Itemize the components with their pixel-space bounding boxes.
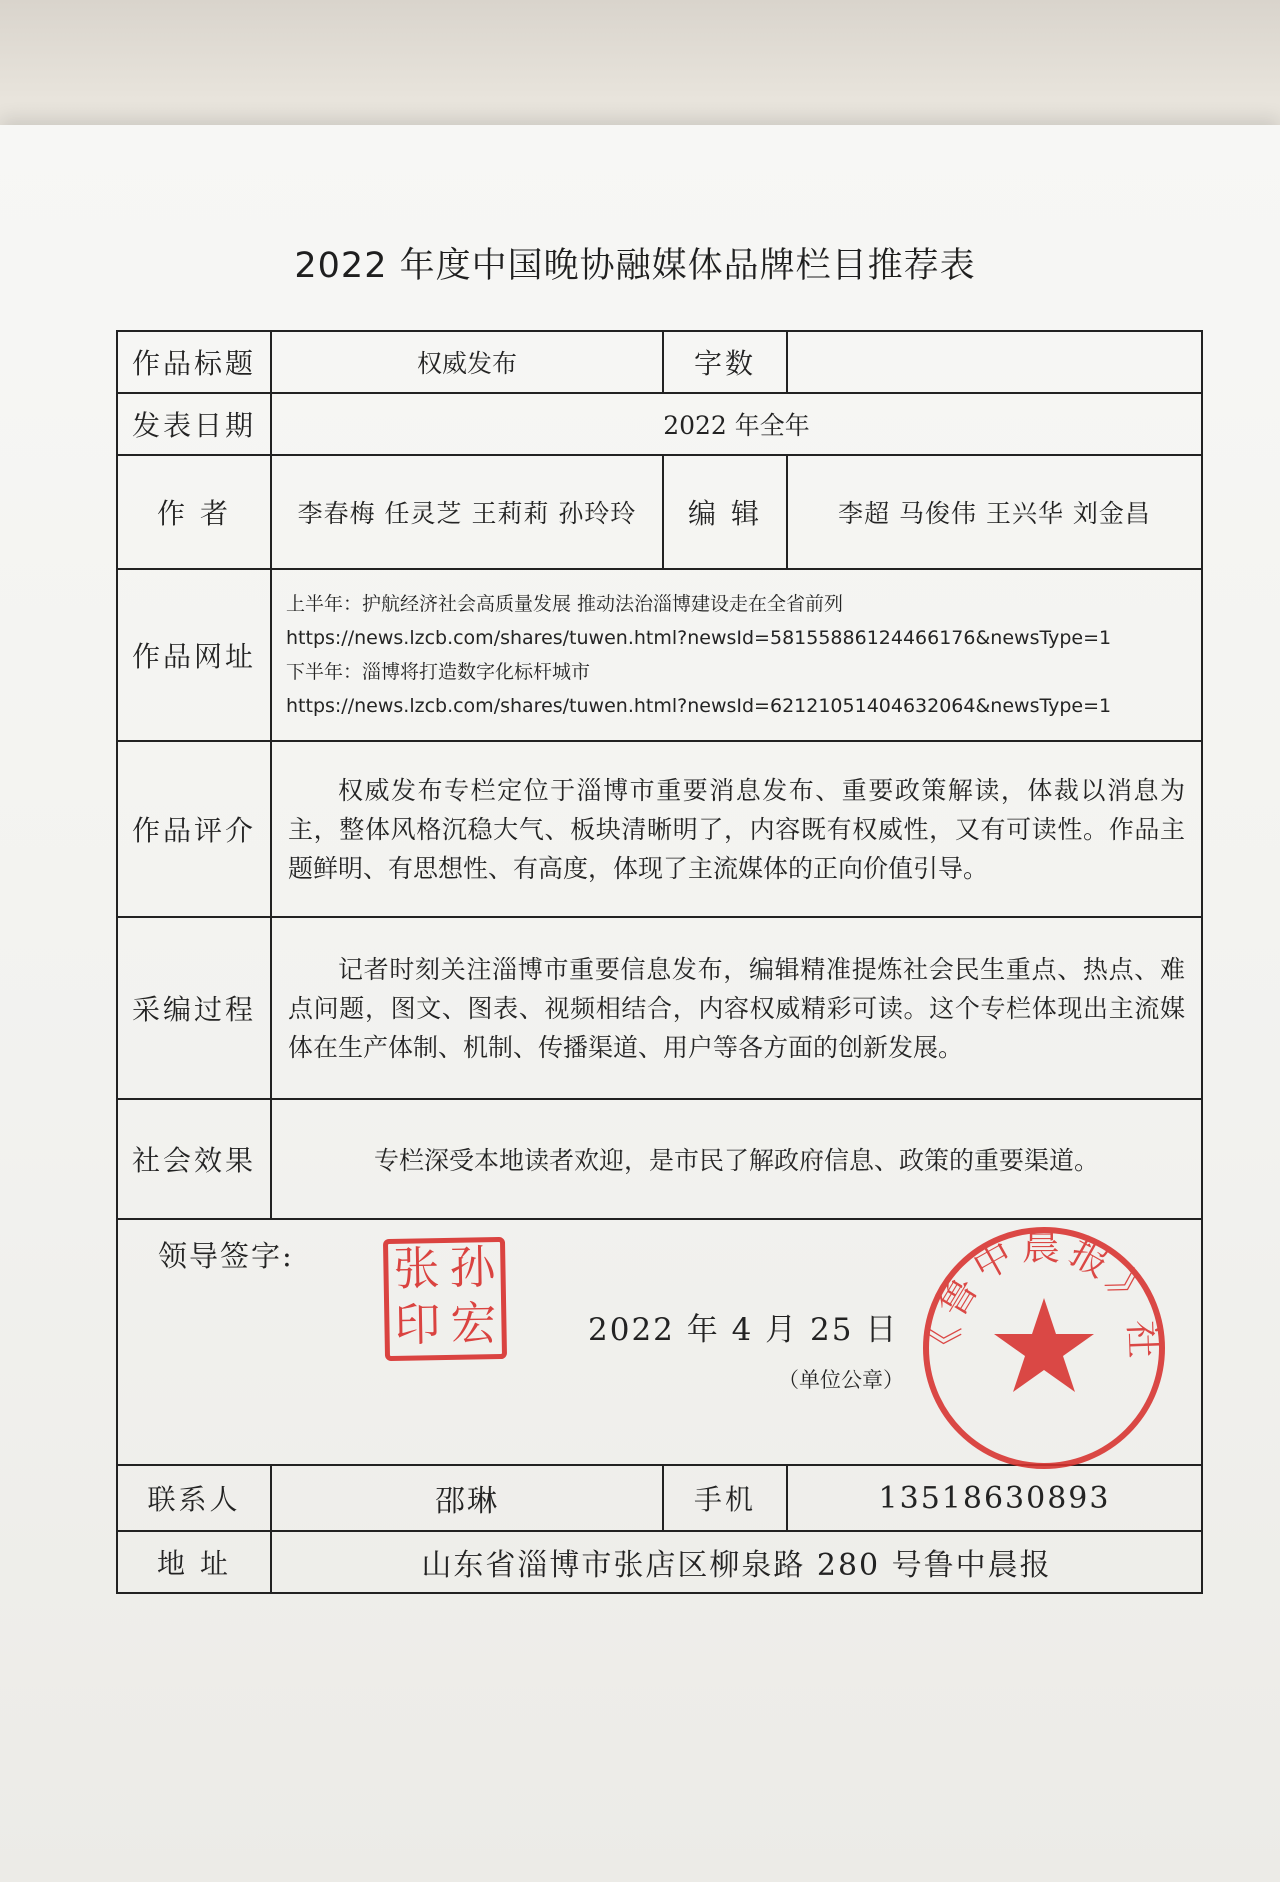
- official-seal-textpath: 《鲁中晨报》社: [922, 1224, 1166, 1365]
- value-work-title: 权威发布: [271, 331, 663, 393]
- value-evaluation: 权威发布专栏定位于淄博市重要消息发布、重要政策解读，体裁以消息为主，整体风格沉稳大气、板块清晰明了，内容既有权威性，又有可读性。作品主题鲜明、有思想性、有高度，体现了主流媒体的正向价值引导。: [271, 741, 1202, 917]
- row-leader-signature: [117, 1219, 1202, 1465]
- value-social-effect: 专栏深受本地读者欢迎，是市民了解政府信息、政策的重要渠道。: [271, 1099, 1202, 1219]
- row-evaluation: [117, 741, 1202, 917]
- label-address: 地 址: [117, 1531, 271, 1593]
- url-second-half-title: 下半年：淄博将打造数字化标杆城市: [286, 661, 591, 683]
- url-first-half-link[interactable]: https://news.lzcb.com/shares/tuwen.html?newsId=58155886124466176&newsType=1: [286, 627, 1112, 649]
- recommendation-form-table: [116, 330, 1203, 1594]
- value-phone: 13518630893: [787, 1465, 1202, 1531]
- row-address: [117, 1531, 1202, 1593]
- seal-char-2: 宏: [449, 1296, 497, 1351]
- value-address: 山东省淄博市张店区柳泉路 280 号鲁中晨报: [271, 1531, 1202, 1593]
- unit-seal-label: （单位公章）: [778, 1368, 904, 1392]
- row-contact: [117, 1465, 1202, 1531]
- row-work-url: [117, 569, 1202, 741]
- signature-cell: [117, 1219, 1202, 1465]
- label-work-title: 作品标题: [117, 331, 271, 393]
- row-social-effect: [117, 1099, 1202, 1219]
- row-publish-date: [117, 393, 1202, 455]
- label-phone: 手机: [663, 1465, 787, 1531]
- label-word-count: 字数: [663, 331, 787, 393]
- value-editors: 李超 马俊伟 王兴华 刘金昌: [787, 455, 1202, 569]
- seal-star-icon: [994, 1298, 1094, 1392]
- row-process: [117, 917, 1202, 1099]
- label-social-effect: 社会效果: [117, 1099, 271, 1219]
- label-process: 采编过程: [117, 917, 271, 1099]
- value-contact-name: 邵琳: [271, 1465, 663, 1531]
- signature-date: 2022 年 4 月 25 日: [588, 1312, 899, 1348]
- personal-seal-stamp: [383, 1237, 507, 1361]
- seal-char-0: 孙: [448, 1240, 496, 1295]
- value-word-count: [787, 331, 1202, 393]
- label-editor: 编 辑: [663, 455, 787, 569]
- label-leader-sign: 领导签字:: [158, 1239, 294, 1273]
- label-evaluation: 作品评介: [117, 741, 271, 917]
- url-second-half-link[interactable]: https://news.lzcb.com/shares/tuwen.html?newsId=62121051404632064&newsType=1: [286, 695, 1112, 717]
- value-work-url: [271, 569, 1202, 741]
- url-first-half-title: 上半年：护航经济社会高质量发展 推动法治淄博建设走在全省前列: [286, 593, 844, 615]
- label-contact: 联系人: [117, 1465, 271, 1531]
- document-title: 2022 年度中国晚协融媒体品牌栏目推荐表: [294, 246, 976, 286]
- row-authors: [117, 455, 1202, 569]
- value-authors: 李春梅 任灵芝 王莉莉 孙玲玲: [271, 455, 663, 569]
- seal-char-1: 张: [392, 1241, 440, 1296]
- label-author: 作 者: [117, 455, 271, 569]
- value-process: 记者时刻关注淄博市重要信息发布，编辑精准提炼社会民生重点、热点、难点问题，图文、图表、视频相结合，内容权威精彩可读。这个专栏体现出主流媒体在生产体制、机制、传播渠道、用户等各方面的创新发展。: [271, 917, 1202, 1099]
- label-work-url: 作品网址: [117, 569, 271, 741]
- seal-char-3: 印: [393, 1297, 441, 1352]
- official-seal-stamp: [920, 1224, 1168, 1472]
- row-work-title: [117, 331, 1202, 393]
- value-publish-date: 2022 年全年: [271, 393, 1202, 455]
- label-publish-date: 发表日期: [117, 393, 271, 455]
